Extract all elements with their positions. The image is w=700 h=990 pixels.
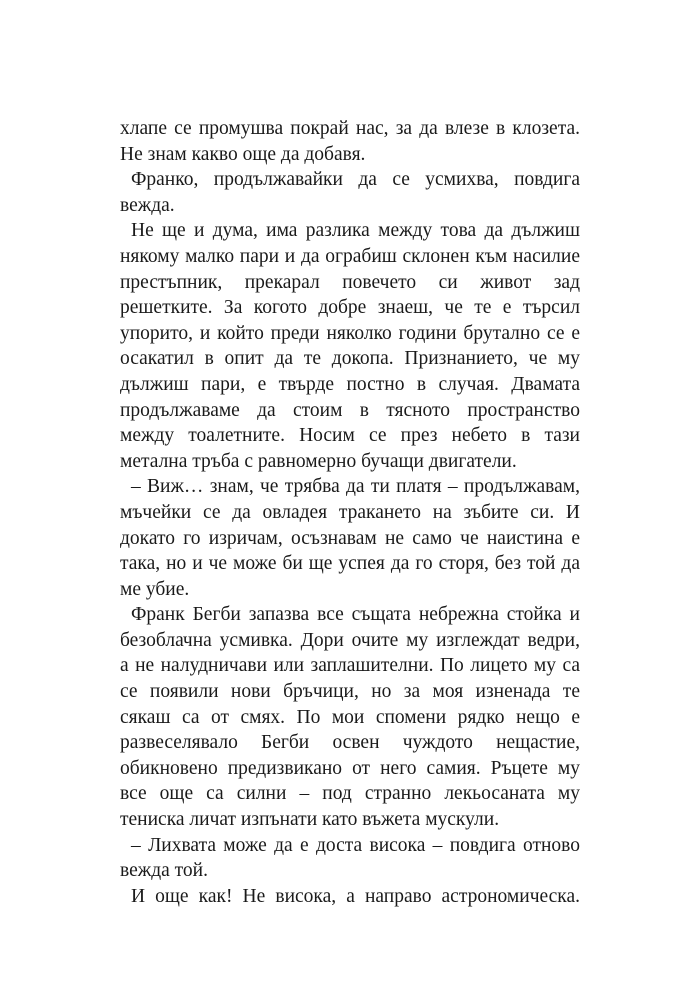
text-line: вежда. <box>120 194 175 216</box>
text-line: някому малко пари и да ограбиш склонен към насилие <box>120 245 580 267</box>
text-line: развеселявало Бегби освен чуждото нещастие, <box>120 732 580 754</box>
paragraph <box>120 474 580 602</box>
text-line: между тоалетните. Носим се през небето в тази <box>120 425 580 447</box>
text-line: – Виж… знам, че трябва да ти платя – продължавам, <box>131 476 580 498</box>
paragraph <box>120 218 580 474</box>
text-line: ме убие. <box>120 578 190 600</box>
text-line: Франко, продължавайки да се усмихва, повдига <box>131 169 580 191</box>
text-line: се появили нови бръчици, но за моя изненада те <box>120 681 580 703</box>
text-line: дължиш пари, е твърде постно в случая. Двамата <box>120 373 580 395</box>
text-line: тениска личат изпънати като въжета мускули. <box>120 809 500 831</box>
text-line: мъчейки се да овладея тракането на зъбите си. И <box>120 501 580 523</box>
text-line: метална тръба с равномерно бучащи двигатели. <box>120 450 517 472</box>
text-line: все още са силни – под странно лекьосаната му <box>120 783 580 805</box>
text-line: осакатил в опит да те докопа. Признанието, че му <box>120 348 580 370</box>
page-text <box>120 116 580 909</box>
text-line: безоблачна усмивка. Дори очите му изглеждат ведри, <box>120 629 580 651</box>
text-line: решетките. За когото добре знаеш, че те е търсил <box>120 297 580 319</box>
text-line: сякаш са от смях. По мои спомени рядко нещо е <box>120 706 580 728</box>
text-line: вежда той. <box>120 860 208 882</box>
text-line: обикновено предизвикано от него самия. Ръцете му <box>120 757 580 779</box>
paragraph <box>120 116 580 167</box>
text-line: упорито, и който преди няколко години брутално се е <box>120 322 580 344</box>
paragraph <box>120 833 580 884</box>
text-line: продължаваме да стоим в тясното пространство <box>120 399 580 421</box>
paragraph <box>120 884 580 910</box>
text-line: докато го изричам, осъзнавам не само че наистина е <box>120 527 580 549</box>
paragraph <box>120 602 580 832</box>
text-line: Франк Бегби запазва все същата небрежна стойка и <box>131 604 580 626</box>
paragraph <box>120 167 580 218</box>
text-line: а не налудничави или заплашителни. По лицето му са <box>120 655 580 677</box>
text-line: – Лихвата може да е доста висока – повдига отново <box>131 834 580 856</box>
text-line: И още как! Не висока, а направо астрономическа. <box>131 885 580 907</box>
text-line: хлапе се промушва покрай нас, за да влезе в клозета. <box>120 118 580 139</box>
text-line: така, но и че може би ще успея да го сторя, без той да <box>120 553 580 575</box>
text-line: Не знам какво още да добавя. <box>120 143 366 165</box>
text-line: престъпник, прекарал повечето си живот зад <box>120 271 580 293</box>
text-line: Не ще и дума, има разлика между това да дължиш <box>131 220 580 242</box>
